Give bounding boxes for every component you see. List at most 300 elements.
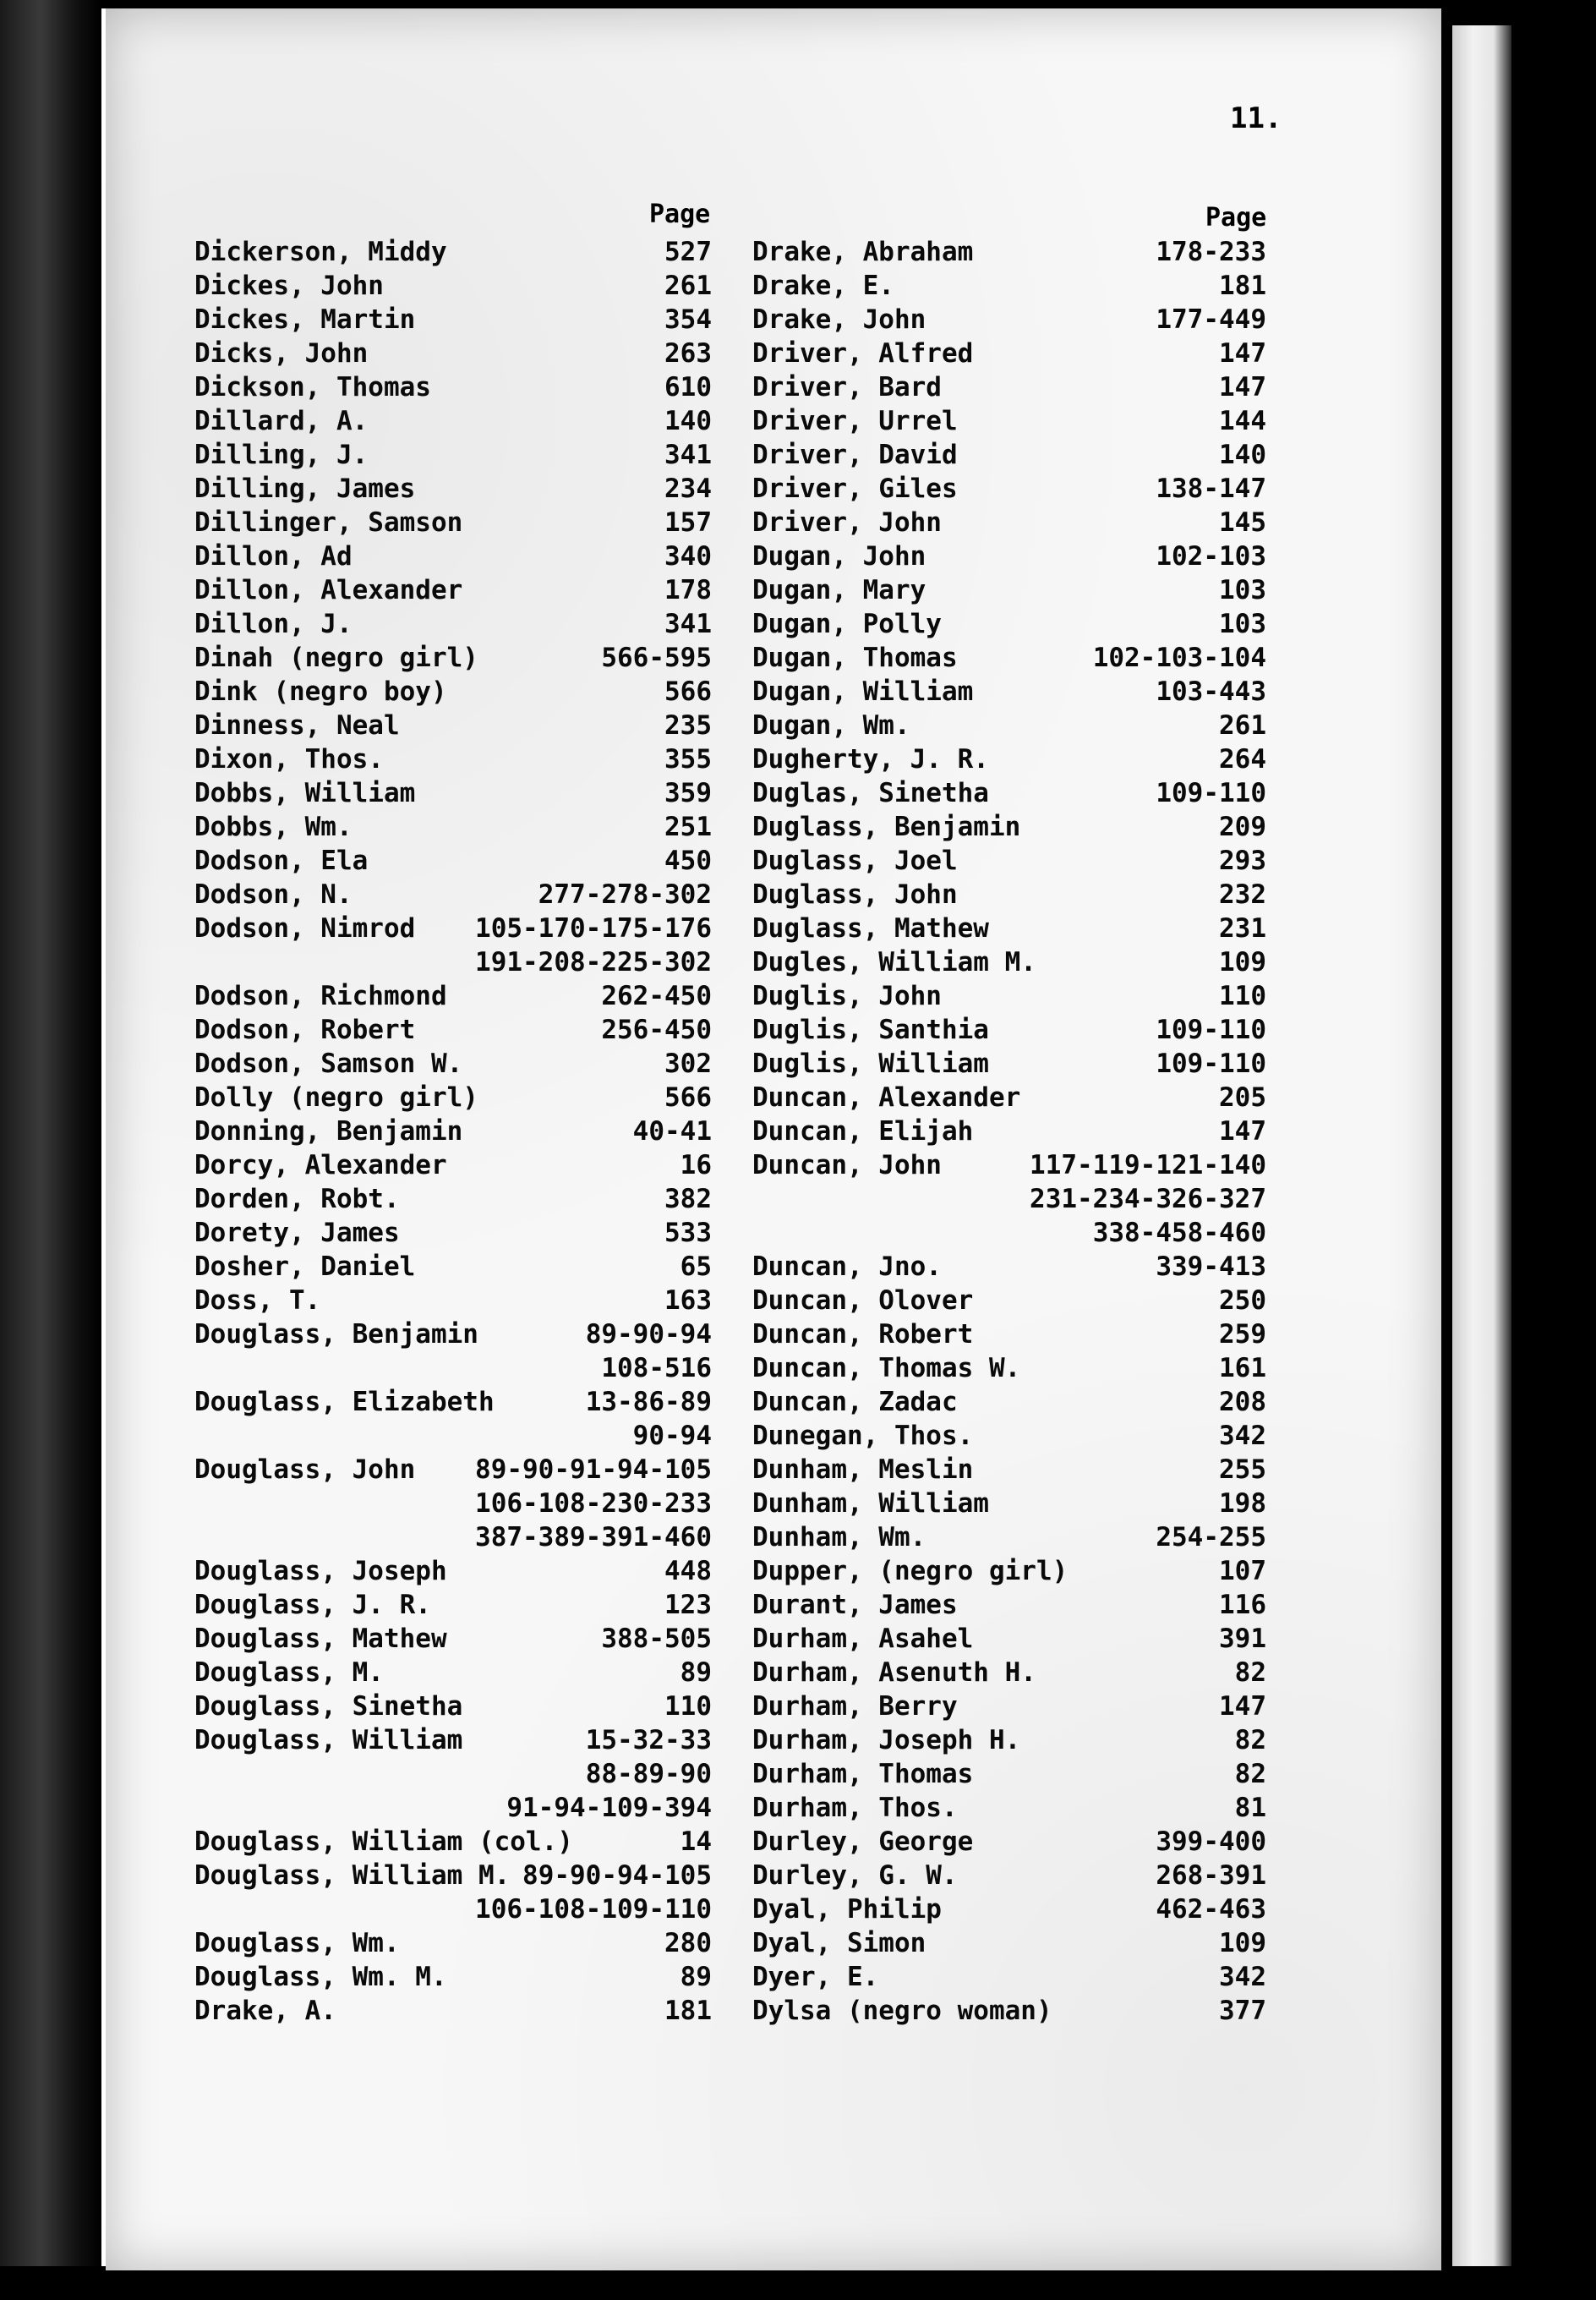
index-entry	[194, 1520, 712, 1554]
entry-name: Duncan, John	[752, 1150, 942, 1180]
entry-pages: 65	[680, 1251, 712, 1282]
index-entry	[752, 1250, 1266, 1284]
entry-pages: 110	[1219, 981, 1266, 1011]
entry-pages: 178-233	[1156, 237, 1266, 267]
index-entry	[752, 1554, 1266, 1588]
index-entry	[194, 235, 712, 269]
entry-pages: 280	[664, 1928, 712, 1958]
index-entry	[752, 1013, 1266, 1047]
index-entry	[752, 1351, 1266, 1385]
index-entry	[752, 404, 1266, 438]
entry-name: Douglass, William M.	[194, 1860, 511, 1891]
index-entry	[194, 1723, 712, 1757]
entry-name: Dylsa (negro woman)	[752, 1996, 1052, 2026]
entry-name: Douglass, M.	[194, 1657, 384, 1688]
entry-pages: 566	[664, 1082, 712, 1113]
entry-pages: 293	[1219, 846, 1266, 876]
index-entry	[194, 1453, 712, 1487]
entry-pages: 255	[1219, 1454, 1266, 1485]
index-entry	[752, 1419, 1266, 1453]
entry-name: Durham, Thomas	[752, 1759, 974, 1789]
index-entry	[752, 235, 1266, 269]
entry-name: Driver, Alfred	[752, 338, 974, 369]
entry-pages: 138-147	[1156, 474, 1266, 504]
index-entry	[752, 1520, 1266, 1554]
entry-pages: 359	[664, 778, 712, 808]
entry-pages: 355	[664, 744, 712, 775]
entry-pages: 181	[664, 1996, 712, 2026]
index-entry	[194, 1588, 712, 1622]
entry-name: Drake, Abraham	[752, 237, 974, 267]
entry-name: Dobbs, William	[194, 778, 416, 808]
entry-name: Dickes, Martin	[194, 304, 416, 335]
entry-pages: 533	[664, 1218, 712, 1248]
index-entry	[194, 573, 712, 607]
entry-name: Dugan, John	[752, 541, 926, 572]
entry-name: Dilling, James	[194, 474, 416, 504]
entry-pages: 82	[1234, 1725, 1266, 1755]
index-entry	[194, 1554, 712, 1588]
entry-name: Dillon, Ad	[194, 541, 353, 572]
entry-name: Dickson, Thomas	[194, 372, 431, 402]
entry-pages: 91-94-109-394	[506, 1793, 712, 1823]
entry-pages: 157	[664, 507, 712, 538]
entry-name: Dosher, Daniel	[194, 1251, 416, 1282]
index-entry	[194, 370, 712, 404]
entry-name: Driver, John	[752, 507, 942, 538]
entry-name: Dugan, Thomas	[752, 643, 958, 673]
index-entry	[194, 1419, 712, 1453]
index-entry	[194, 472, 712, 506]
entry-name: Dodson, Nimrod	[194, 913, 416, 944]
entry-pages: 109-110	[1156, 778, 1266, 808]
entry-name: Dillard, A.	[194, 406, 369, 436]
entry-name: Durley, G. W.	[752, 1860, 958, 1891]
index-entry	[194, 742, 712, 776]
index-entry	[194, 1757, 712, 1791]
entry-name: Dyal, Simon	[752, 1928, 926, 1958]
entry-pages: 102-103	[1156, 541, 1266, 572]
entry-name: Doss, T.	[194, 1285, 321, 1316]
index-entry	[752, 370, 1266, 404]
entry-name: Duncan, Zadac	[752, 1387, 958, 1417]
entry-pages: 89-90-91-94-105	[475, 1454, 712, 1485]
index-entry	[752, 269, 1266, 303]
entry-pages: 109	[1219, 1928, 1266, 1958]
index-entry	[752, 1689, 1266, 1723]
right-index-column	[752, 235, 1266, 2028]
entry-pages: 106-108-230-233	[475, 1488, 712, 1519]
entry-name: Dugan, Wm.	[752, 710, 910, 741]
entry-pages: 15-32-33	[585, 1725, 712, 1755]
index-entry	[752, 844, 1266, 878]
entry-pages: 354	[664, 304, 712, 335]
index-entry	[194, 1791, 712, 1825]
entry-name: Drake, E.	[752, 271, 894, 301]
entry-name: Dugles, William M.	[752, 947, 1036, 978]
index-entry	[194, 1013, 712, 1047]
entry-name: Dinness, Neal	[194, 710, 400, 741]
entry-name: Dodson, Robert	[194, 1015, 416, 1045]
entry-pages: 117-119-121-140	[1030, 1150, 1266, 1180]
index-entry	[752, 1182, 1266, 1216]
entry-name: Duglass, John	[752, 879, 958, 910]
entry-pages: 181	[1219, 271, 1266, 301]
entry-name: Dodson, Samson W.	[194, 1049, 463, 1079]
entry-pages: 89	[680, 1962, 712, 1992]
entry-name: Duncan, Alexander	[752, 1082, 1021, 1113]
entry-pages: 198	[1219, 1488, 1266, 1519]
page-number: 11.	[1230, 101, 1282, 135]
entry-pages: 102-103-104	[1092, 643, 1266, 673]
index-entry	[752, 1723, 1266, 1757]
entry-pages: 88-89-90	[585, 1759, 712, 1789]
entry-pages: 208	[1219, 1387, 1266, 1417]
entry-pages: 209	[1219, 812, 1266, 842]
entry-pages: 108-516	[601, 1353, 712, 1383]
index-entry	[194, 1622, 712, 1656]
entry-name: Duncan, Robert	[752, 1319, 974, 1350]
entry-pages: 391	[1219, 1624, 1266, 1654]
entry-pages: 116	[1219, 1590, 1266, 1620]
entry-name: Dugherty, J. R.	[752, 744, 989, 775]
index-entry	[194, 1385, 712, 1419]
index-entry	[752, 1994, 1266, 2028]
entry-pages: 263	[664, 338, 712, 369]
index-entry	[752, 573, 1266, 607]
index-entry	[194, 607, 712, 641]
entry-pages: 144	[1219, 406, 1266, 436]
entry-name: Dillon, Alexander	[194, 575, 463, 605]
entry-name: Dink (negro boy)	[194, 676, 447, 707]
left-index-column	[194, 235, 712, 2028]
entry-pages: 339-413	[1156, 1251, 1266, 1282]
index-entry	[752, 641, 1266, 675]
entry-name: Dorden, Robt.	[194, 1184, 400, 1214]
entry-pages: 140	[1219, 440, 1266, 470]
left-column-header: Page	[649, 200, 711, 229]
entry-pages: 234	[664, 474, 712, 504]
entry-name: Douglass, John	[194, 1454, 416, 1485]
index-entry	[752, 709, 1266, 742]
entry-name: Dyer, E.	[752, 1962, 879, 1992]
entry-pages: 178	[664, 575, 712, 605]
entry-pages: 105-170-175-176	[475, 913, 712, 944]
entry-name: Douglass, William	[194, 1725, 463, 1755]
entry-name: Durham, Joseph H.	[752, 1725, 1021, 1755]
index-entry	[194, 506, 712, 539]
entry-pages: 16	[680, 1150, 712, 1180]
entry-name: Duncan, Jno.	[752, 1251, 942, 1282]
entry-name: Dixon, Thos.	[194, 744, 384, 775]
entry-pages: 264	[1219, 744, 1266, 775]
entry-name: Driver, David	[752, 440, 958, 470]
entry-name: Dobbs, Wm.	[194, 812, 353, 842]
entry-name: Durley, George	[752, 1826, 974, 1857]
entry-name: Douglass, Elizabeth	[194, 1387, 495, 1417]
entry-pages: 163	[664, 1285, 712, 1316]
index-entry	[752, 1859, 1266, 1892]
entry-name: Duglis, William	[752, 1049, 989, 1079]
entry-name: Driver, Bard	[752, 372, 942, 402]
entry-name: Dorety, James	[194, 1218, 400, 1248]
entry-pages: 232	[1219, 879, 1266, 910]
entry-pages: 82	[1234, 1759, 1266, 1789]
entry-name: Dicks, John	[194, 338, 369, 369]
index-entry	[752, 1791, 1266, 1825]
index-entry	[752, 1622, 1266, 1656]
entry-name: Dodson, Richmond	[194, 981, 447, 1011]
index-entry	[194, 539, 712, 573]
index-entry	[194, 1182, 712, 1216]
entry-pages: 342	[1219, 1421, 1266, 1451]
index-entry	[752, 912, 1266, 945]
index-entry	[194, 1351, 712, 1385]
entry-name: Dilling, J.	[194, 440, 369, 470]
entry-pages: 140	[664, 406, 712, 436]
entry-name: Durham, Berry	[752, 1691, 958, 1722]
entry-pages: 14	[680, 1826, 712, 1857]
index-entry	[752, 1892, 1266, 1926]
entry-name: Dunham, Meslin	[752, 1454, 974, 1485]
index-entry	[752, 337, 1266, 370]
entry-name: Dorcy, Alexander	[194, 1150, 447, 1180]
entry-pages: 259	[1219, 1319, 1266, 1350]
entry-pages: 81	[1234, 1793, 1266, 1823]
entry-pages: 399-400	[1156, 1826, 1266, 1857]
index-entry	[194, 1487, 712, 1520]
index-entry	[752, 878, 1266, 912]
entry-pages: 610	[664, 372, 712, 402]
entry-pages: 235	[664, 710, 712, 741]
entry-pages: 90-94	[632, 1421, 712, 1451]
entry-name: Duglass, Joel	[752, 846, 958, 876]
index-entry	[194, 337, 712, 370]
entry-name: Dunham, William	[752, 1488, 989, 1519]
entry-pages: 382	[664, 1184, 712, 1214]
entry-pages: 277-278-302	[538, 879, 712, 910]
index-entry	[752, 742, 1266, 776]
index-entry	[752, 1148, 1266, 1182]
entry-pages: 268-391	[1156, 1860, 1266, 1891]
index-entry	[194, 1216, 712, 1250]
entry-name: Dolly (negro girl)	[194, 1082, 478, 1113]
entry-name: Duglis, John	[752, 981, 942, 1011]
entry-name: Douglass, William (col.)	[194, 1826, 573, 1857]
entry-pages: 387-389-391-460	[475, 1522, 712, 1552]
entry-pages: 103	[1219, 575, 1266, 605]
entry-name: Drake, John	[752, 304, 926, 335]
entry-pages: 254-255	[1156, 1522, 1266, 1552]
index-entry	[752, 675, 1266, 709]
entry-pages: 250	[1219, 1285, 1266, 1316]
entry-pages: 40-41	[632, 1116, 712, 1147]
index-entry	[752, 303, 1266, 337]
entry-name: Duglas, Sinetha	[752, 778, 989, 808]
index-entry	[752, 1487, 1266, 1520]
entry-pages: 89-90-94-105	[522, 1860, 712, 1891]
entry-pages: 145	[1219, 507, 1266, 538]
index-entry	[752, 1081, 1266, 1114]
index-entry	[752, 506, 1266, 539]
entry-pages: 302	[664, 1049, 712, 1079]
index-entry	[194, 1689, 712, 1723]
index-entry	[194, 1047, 712, 1081]
entry-name: Driver, Giles	[752, 474, 958, 504]
index-entry	[194, 675, 712, 709]
index-entry	[752, 1926, 1266, 1960]
entry-pages: 462-463	[1156, 1894, 1266, 1925]
page-edge-right	[1452, 25, 1511, 2275]
entry-pages: 566	[664, 676, 712, 707]
entry-name: Dunegan, Thos.	[752, 1421, 974, 1451]
index-entry	[194, 810, 712, 844]
entry-pages: 527	[664, 237, 712, 267]
entry-name: Dugan, Mary	[752, 575, 926, 605]
entry-pages: 89	[680, 1657, 712, 1688]
entry-pages: 161	[1219, 1353, 1266, 1383]
entry-pages: 147	[1219, 1116, 1266, 1147]
index-entry	[194, 1250, 712, 1284]
entry-pages: 341	[664, 440, 712, 470]
index-entry	[752, 472, 1266, 506]
entry-pages: 147	[1219, 338, 1266, 369]
entry-pages: 231	[1219, 913, 1266, 944]
index-entry	[752, 1453, 1266, 1487]
entry-name: Dyal, Philip	[752, 1894, 942, 1925]
entry-name: Driver, Urrel	[752, 406, 958, 436]
entry-name: Dodson, Ela	[194, 846, 369, 876]
entry-pages: 261	[664, 271, 712, 301]
entry-name: Dickes, John	[194, 271, 384, 301]
entry-name: Dunham, Wm.	[752, 1522, 926, 1552]
index-entry	[752, 1656, 1266, 1689]
entry-pages: 262-450	[601, 981, 712, 1011]
index-entry	[194, 303, 712, 337]
entry-name: Drake, A.	[194, 1996, 336, 2026]
entry-pages: 231-234-326-327	[1030, 1184, 1266, 1214]
entry-pages: 107	[1219, 1556, 1266, 1586]
entry-name: Duncan, Olover	[752, 1285, 974, 1316]
entry-pages: 147	[1219, 372, 1266, 402]
index-entry	[752, 1216, 1266, 1250]
entry-name: Donning, Benjamin	[194, 1116, 463, 1147]
index-entry	[752, 810, 1266, 844]
entry-pages: 109	[1219, 947, 1266, 978]
index-entry	[752, 1757, 1266, 1791]
entry-name: Douglass, Sinetha	[194, 1691, 463, 1722]
entry-pages: 191-208-225-302	[475, 947, 712, 978]
scan-border-top	[0, 0, 1596, 8]
index-entry	[752, 1284, 1266, 1317]
index-entry	[194, 404, 712, 438]
index-entry	[194, 979, 712, 1013]
entry-pages: 147	[1219, 1691, 1266, 1722]
index-entry	[194, 1825, 712, 1859]
index-entry	[194, 1114, 712, 1148]
entry-pages: 261	[1219, 710, 1266, 741]
index-entry	[752, 1385, 1266, 1419]
entry-name: Dugan, William	[752, 676, 974, 707]
entry-name: Durant, James	[752, 1590, 958, 1620]
index-entry	[752, 1825, 1266, 1859]
entry-name: Dillinger, Samson	[194, 507, 463, 538]
entry-pages: 340	[664, 541, 712, 572]
entry-pages: 450	[664, 846, 712, 876]
entry-name: Duglass, Benjamin	[752, 812, 1021, 842]
entry-name: Durham, Asenuth H.	[752, 1657, 1036, 1688]
entry-name: Douglass, Benjamin	[194, 1319, 478, 1350]
index-entry	[194, 1284, 712, 1317]
entry-pages: 341	[664, 609, 712, 639]
entry-name: Dugan, Polly	[752, 609, 942, 639]
entry-pages: 342	[1219, 1962, 1266, 1992]
index-entry	[194, 1317, 712, 1351]
index-entry	[194, 945, 712, 979]
index-entry	[194, 1859, 712, 1892]
index-entry	[752, 539, 1266, 573]
index-entry	[194, 269, 712, 303]
entry-pages: 110	[664, 1691, 712, 1722]
index-entry	[752, 607, 1266, 641]
entry-pages: 13-86-89	[585, 1387, 712, 1417]
entry-pages: 103-443	[1156, 676, 1266, 707]
index-entry	[752, 979, 1266, 1013]
scan-border-left	[0, 0, 101, 2300]
index-entry	[194, 1926, 712, 1960]
index-entry	[194, 1148, 712, 1182]
entry-name: Duncan, Elijah	[752, 1116, 974, 1147]
entry-pages: 177-449	[1156, 304, 1266, 335]
index-entry	[752, 945, 1266, 979]
index-entry	[194, 878, 712, 912]
index-entry	[752, 438, 1266, 472]
index-entry	[752, 1114, 1266, 1148]
index-entry	[194, 912, 712, 945]
entry-name: Durham, Asahel	[752, 1624, 974, 1654]
entry-pages: 103	[1219, 609, 1266, 639]
index-entry	[194, 1081, 712, 1114]
index-entry	[752, 776, 1266, 810]
scan-border-bottom	[0, 2266, 1596, 2300]
index-entry	[752, 1960, 1266, 1994]
entry-pages: 566-595	[601, 643, 712, 673]
entry-pages: 82	[1234, 1657, 1266, 1688]
index-entry	[194, 438, 712, 472]
index-entry	[194, 1656, 712, 1689]
entry-name: Douglass, Joseph	[194, 1556, 447, 1586]
entry-name: Douglass, J. R.	[194, 1590, 431, 1620]
entry-name: Durham, Thos.	[752, 1793, 958, 1823]
entry-name: Duncan, Thomas W.	[752, 1353, 1021, 1383]
entry-pages: 256-450	[601, 1015, 712, 1045]
index-entry	[194, 776, 712, 810]
right-column-header: Page	[1205, 203, 1267, 233]
entry-pages: 338-458-460	[1092, 1218, 1266, 1248]
index-entry	[752, 1588, 1266, 1622]
entry-name: Duglass, Mathew	[752, 913, 989, 944]
index-entry	[194, 709, 712, 742]
entry-pages: 388-505	[601, 1624, 712, 1654]
entry-name: Douglass, Mathew	[194, 1624, 447, 1654]
index-entry	[194, 641, 712, 675]
entry-name: Dillon, J.	[194, 609, 353, 639]
entry-pages: 448	[664, 1556, 712, 1586]
entry-name: Dodson, N.	[194, 879, 353, 910]
entry-name: Dupper, (negro girl)	[752, 1556, 1069, 1586]
entry-pages: 205	[1219, 1082, 1266, 1113]
entry-pages: 106-108-109-110	[475, 1894, 712, 1925]
